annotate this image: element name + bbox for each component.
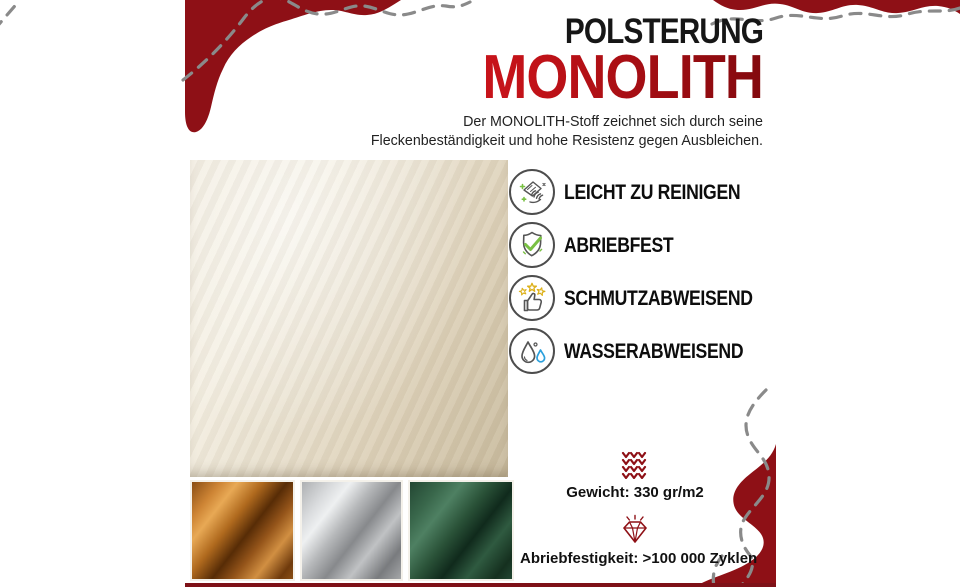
wiping-hand-icon [509,169,555,215]
subtitle-line-1: Der MONOLITH-Stoff zeichnet sich durch seine [463,113,763,130]
bottom-red-bar [185,583,776,587]
feature-row-easy-clean [509,169,794,215]
swatch-dark-green [408,480,514,581]
spec-abrasion-label: Abriebfestigkeit: [520,550,639,567]
color-swatches [190,480,514,581]
product-title: MONOLITH [224,52,763,104]
subtitle-line-2: Fleckenbeständigkeit und hohe Resistenz gegen Ausbleichen. [370,131,763,149]
spec-weight-value: 330 gr/m2 [633,484,704,501]
thumbs-up-stars-icon [509,275,555,321]
spec-abrasion-value: >100 000 Zyklen [642,550,758,567]
spec-weight-label: Gewicht: [566,484,630,501]
spec-abrasion [520,550,758,567]
spec-list [520,449,758,567]
header [143,12,763,150]
fabric-sample-photo [190,160,508,477]
feature-label: SCHMUTZABWEISEND [564,285,753,310]
spec-weight [520,484,750,501]
fabric-weave-icon [618,449,652,479]
dashed-curve-corner [0,0,20,30]
feature-row-water-repellent [509,328,794,374]
feature-row-abrasion [509,222,794,268]
water-drops-icon [509,328,555,374]
feature-label: LEICHT ZU REINIGEN [564,179,741,204]
feature-label: ABRIEBFEST [564,232,674,257]
shield-check-icon [509,222,555,268]
swatch-cognac [190,480,295,581]
diamond-icon [615,513,655,545]
swatch-silver-gray [300,480,403,581]
feature-row-dirt-repellent [509,275,794,321]
feature-list [509,169,794,381]
feature-label: WASSERABWEISEND [564,338,744,363]
category-kicker: POLSTERUNG [564,12,763,51]
